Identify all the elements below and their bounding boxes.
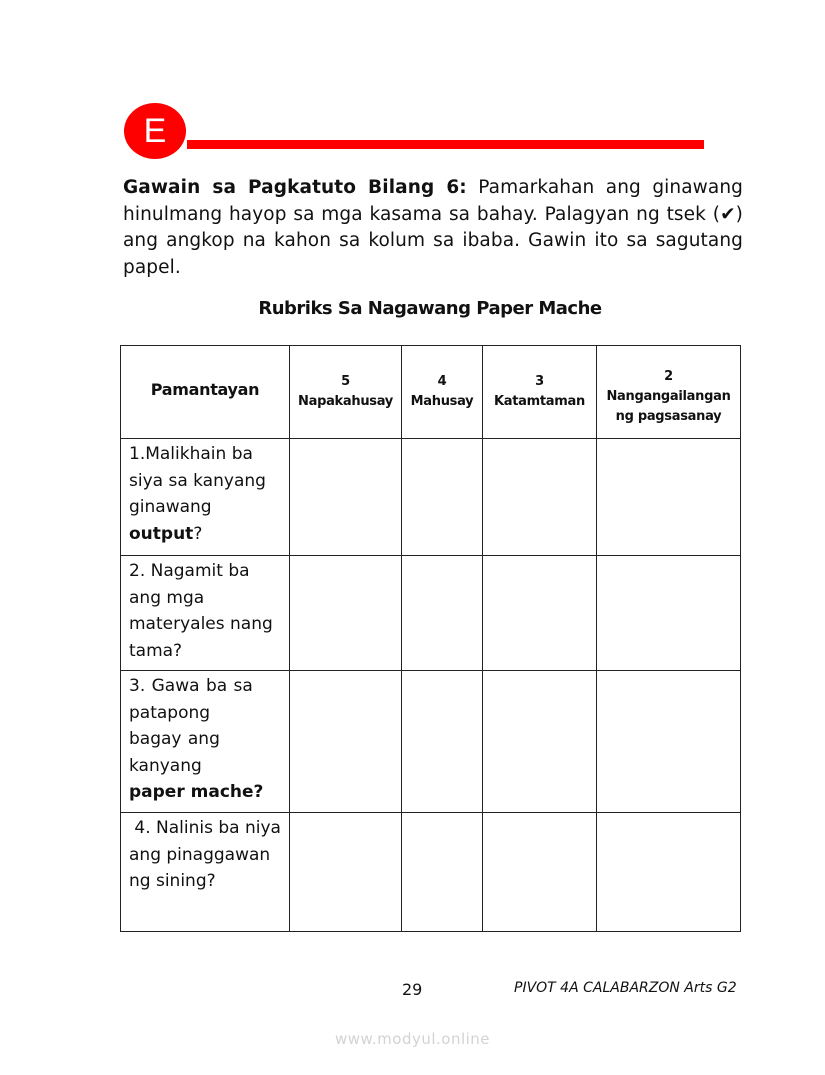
rubric-row [121, 439, 741, 556]
score-label: Katamtaman [494, 394, 585, 409]
score-label: Napakahusay [298, 394, 393, 409]
criterion-bold: output [129, 523, 194, 544]
criterion-cell [121, 556, 290, 671]
rubric-row [121, 556, 741, 671]
checkbox-cell-3[interactable] [483, 556, 597, 671]
rubric-table [120, 345, 741, 932]
criterion-text: 1.Malikhain ba siya sa kanyang ginawang [129, 444, 266, 517]
checkbox-cell-2[interactable] [597, 813, 741, 932]
checkbox-cell-5[interactable] [290, 439, 402, 556]
rubric-title: Rubriks Sa Nagawang Paper Mache [258, 298, 602, 319]
score-header-5 [290, 346, 402, 439]
score-header-4 [402, 346, 483, 439]
score-value: 2 [664, 369, 673, 384]
watermark: www.modyul.online [334, 1030, 491, 1048]
rubric-row [121, 671, 741, 813]
activity-instructions [123, 175, 743, 281]
section-badge [124, 103, 186, 159]
checkbox-cell-5[interactable] [290, 671, 402, 813]
score-label: Mahusay [410, 394, 474, 409]
criterion-cell [121, 439, 290, 556]
section-letter: E [143, 112, 167, 150]
activity-text: Pamarkahan ang ginawang hinulmang hayop sa mga kasama sa bahay. Palagyan ng tsek (✔) ang angkop na kahon sa kolum sa ibaba. Gawin ito sa sagutang papel. [123, 177, 744, 278]
activity-label: Gawain sa Pagkatuto Bilang 6: [123, 177, 467, 198]
checkbox-cell-4[interactable] [402, 671, 483, 813]
checkbox-cell-5[interactable] [290, 556, 402, 671]
checkbox-cell-2[interactable] [597, 671, 741, 813]
checkbox-cell-5[interactable] [290, 813, 402, 932]
rubric-header-row [121, 346, 741, 439]
score-value: 4 [437, 374, 447, 389]
checkbox-cell-2[interactable] [597, 556, 741, 671]
checkbox-cell-3[interactable] [483, 439, 597, 556]
rubric-row [121, 813, 741, 932]
criterion-cell [121, 813, 290, 932]
criterion-bold: paper mache? [129, 782, 264, 802]
criterion-text: 3. Gawa ba sa patapong bagay ang kanyang [129, 676, 253, 776]
checkbox-cell-3[interactable] [483, 671, 597, 813]
score-value: 5 [341, 374, 350, 389]
criterion-tail: ? [193, 523, 203, 544]
criterion-cell [121, 671, 290, 813]
checkbox-cell-4[interactable] [402, 439, 483, 556]
checkbox-cell-4[interactable] [402, 813, 483, 932]
score-header-2 [597, 346, 741, 439]
checkbox-cell-3[interactable] [483, 813, 597, 932]
criterion-text: 2. Nagamit ba ang mga materyales nang tama? [129, 561, 273, 661]
checkbox-cell-4[interactable] [402, 556, 483, 671]
score-label: Nangangailangan ng pagsasanay [606, 389, 731, 424]
page-number: 29 [402, 980, 423, 999]
score-value: 3 [535, 374, 544, 389]
section-divider [187, 140, 704, 149]
checkbox-cell-2[interactable] [597, 439, 741, 556]
publication-footer: PIVOT 4A CALABARZON Arts G2 [514, 980, 737, 996]
criterion-text: 4. Nalinis ba niya ang pinaggawan ng sining? [129, 818, 287, 891]
score-header-3 [483, 346, 597, 439]
criteria-header: Pamantayan [121, 346, 290, 439]
